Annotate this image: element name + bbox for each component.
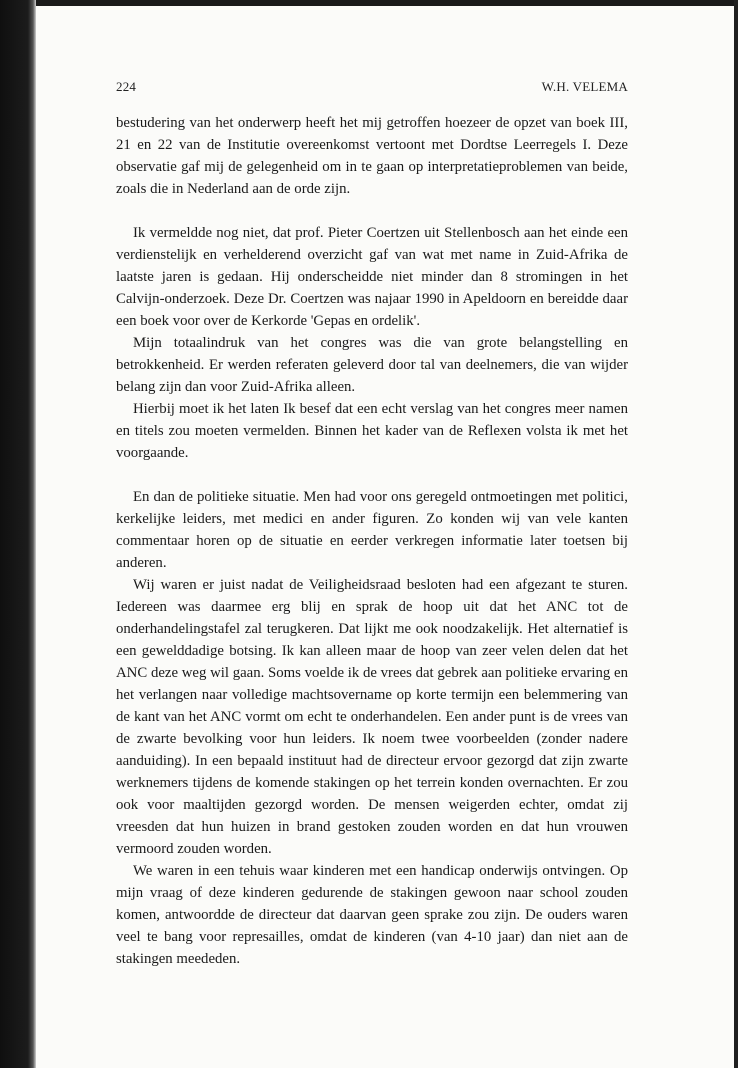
running-title: W.H. VELEMA [541,79,628,94]
paragraph: Wij waren er juist nadat de Veiligheidsraad besloten had een afgezant te sturen. Iedereen was daarmee erg blij en sprak de hoop uit dat het ANC tot de onderhandelingstafel zal terugkeren. Dat lijkt me ook noodzakelijk. Het alternatief is een gewelddadige botsing. Ik kan alleen maar de hoop van zeer velen delen dat het ANC deze weg wil gaan. Soms voelde ik de vrees dat gebrek aan politieke ervaring en het verlangen naar volledige machtsovername op korte termijn een belemmering van de kant van het ANC vormt om echt te onderhandelen. Een ander punt is de vrees van de zwarte bevolking voor hun leiders. Ik noem twee voorbeelden (zonder nadere aanduiding). In een bepaald instituut had de directeur ervoor gezorgd dat zijn zwarte werknemers tijdens de komende stakingen op het terrein konden overnachten. Er zou ook voor maaltijden gezorgd worden. De mensen weigerden echter, omdat zij vreesden dat hun huizen in brand gestoken zouden worden en dat hun vrouwen vermoord zouden worden. [116,577,628,857]
body-text [116,112,628,970]
paragraph: Hierbij moet ik het laten Ik besef dat een echt verslag van het congres meer namen en titels zou moeten vermelden. Binnen het kader van de Reflexen volsta ik met het voorgaande. [116,401,628,461]
scan-edge-left [0,0,36,1068]
paragraph: We waren in een tehuis waar kinderen met een handicap onderwijs ontvingen. Op mijn vraag of deze kinderen gedurende de stakingen gewoon naar school zouden komen, antwoordde de directeur dat daarvan geen sprake zou zijn. De ouders waren veel te bang voor represailles, omdat de kinderen (van 4-10 jaar) dan niet aan de stakingen meededen. [116,863,628,967]
page-header [116,79,628,95]
page-number: 224 [116,79,137,94]
paragraph: bestudering van het onderwerp heeft het mij getroffen hoezeer de opzet van boek III, 21 en 22 van de Institutie overeenkomst vertoont met Dordtse Leerregels I. Deze observatie gaf mij de gelegenheid om in te gaan op interpretatieproblemen van beide, zoals die in Nederland aan de orde zijn. [116,115,628,197]
paragraph: Mijn totaalindruk van het congres was die van grote belangstelling en betrokkenheid. Er werden referaten geleverd door tal van deelnemers, die van wijder belang zijn dan voor Zuid-Afrika alleen. [116,335,628,395]
scan-edge-top [0,0,738,6]
scan-edge-right [734,0,738,1068]
paragraph: En dan de politieke situatie. Men had voor ons geregeld ontmoetingen met politici, kerkelijke leiders, met medici en ander figuren. Zo konden wij van vele kanten commentaar horen op de situatie en eerder verkregen informatie later toetsen bij anderen. [116,489,628,571]
paragraph: Ik vermeldde nog niet, dat prof. Pieter Coertzen uit Stellenbosch aan het einde een verdienstelijk en verhelderend overzicht gaf van wat met name in Zuid-Afrika de laatste jaren is gedaan. Hij onderscheidde niet minder dan 8 stromingen in het Calvijn-onderzoek. Deze Dr. Coertzen was najaar 1990 in Apeldoorn en bereidde daar een boek voor over de Kerkorde 'Gepas en ordelik'. [116,225,628,329]
